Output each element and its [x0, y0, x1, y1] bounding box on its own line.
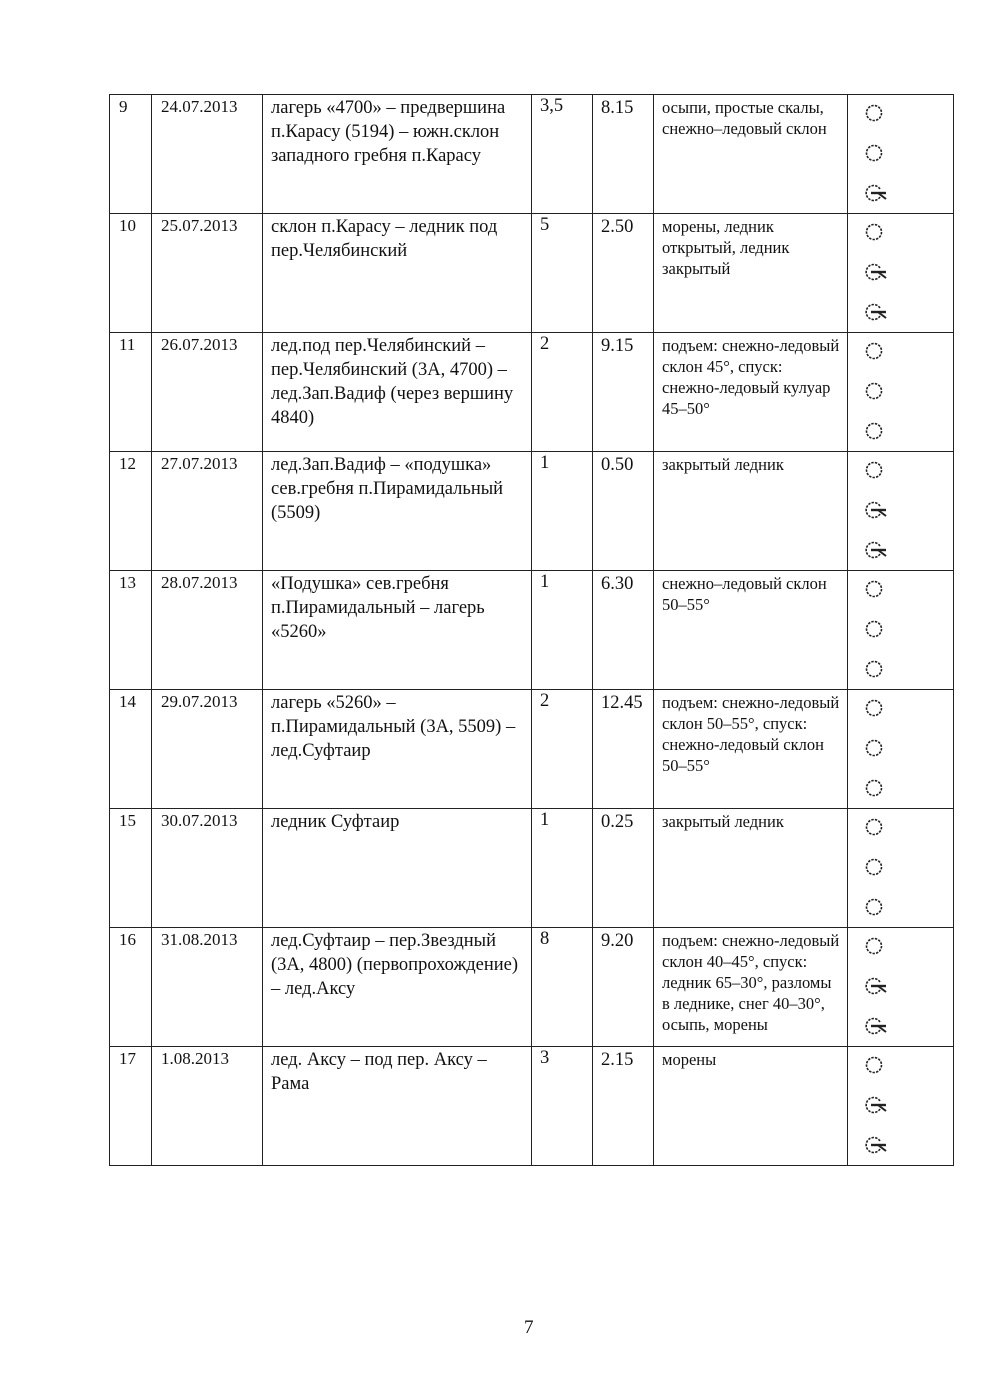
row-terrain: подъем: снежно-ледовый склон 50–55°, спуск: снежно-ледовый склон 50–55°: [654, 690, 848, 809]
row-number: 13: [110, 571, 152, 690]
clear-sun-icon: [863, 737, 887, 759]
partly-cloudy-icon: [863, 1094, 887, 1116]
row-weather: [848, 214, 954, 333]
row-number: 10: [110, 214, 152, 333]
row-difficulty: 3: [532, 1047, 593, 1166]
row-terrain: морены: [654, 1047, 848, 1166]
row-terrain: подъем: снежно-ледовый склон 45°, спуск: снежно-ледовый кулуар 45–50°: [654, 333, 848, 452]
row-route: лагерь «4700» – предвершина п.Карасу (5194) – южн.склон западного гребня п.Карасу: [263, 95, 532, 214]
partly-cloudy-icon: [863, 499, 887, 521]
row-difficulty: 5: [532, 214, 593, 333]
row-route: лед.Зап.Вадиф – «подушка» сев.гребня п.Пирамидальный (5509): [263, 452, 532, 571]
row-weather: [848, 452, 954, 571]
route-log-body: [110, 95, 954, 1166]
table-row: [110, 809, 954, 928]
row-date: 25.07.2013: [152, 214, 263, 333]
row-difficulty: 2: [532, 333, 593, 452]
clear-sun-icon: [863, 816, 887, 838]
row-difficulty: 1: [532, 809, 593, 928]
row-time: 8.15: [593, 95, 654, 214]
row-date: 31.08.2013: [152, 928, 263, 1047]
clear-sun-icon: [863, 856, 887, 878]
table-row: [110, 452, 954, 571]
row-date: 1.08.2013: [152, 1047, 263, 1166]
row-terrain: снежно–ледовый склон 50–55°: [654, 571, 848, 690]
clear-sun-icon: [863, 697, 887, 719]
row-weather: [848, 1047, 954, 1166]
row-date: 26.07.2013: [152, 333, 263, 452]
table-row: [110, 333, 954, 452]
partly-cloudy-icon: [863, 301, 887, 323]
table-row: [110, 95, 954, 214]
row-date: 24.07.2013: [152, 95, 263, 214]
table-row: [110, 690, 954, 809]
row-date: 29.07.2013: [152, 690, 263, 809]
row-weather: [848, 928, 954, 1047]
clear-sun-icon: [863, 420, 887, 442]
row-date: 30.07.2013: [152, 809, 263, 928]
row-terrain: морены, ледник открытый, ледник закрытый: [654, 214, 848, 333]
row-number: 16: [110, 928, 152, 1047]
row-date: 27.07.2013: [152, 452, 263, 571]
clear-sun-icon: [863, 102, 887, 124]
clear-sun-icon: [863, 221, 887, 243]
row-number: 9: [110, 95, 152, 214]
row-route: лагерь «5260» – п.Пирамидальный (3А, 5509) – лед.Суфтаир: [263, 690, 532, 809]
row-route: ледник Суфтаир: [263, 809, 532, 928]
clear-sun-icon: [863, 142, 887, 164]
table-row: [110, 928, 954, 1047]
table-row: [110, 214, 954, 333]
row-route: лед.под пер.Челябинский – пер.Челябинский (3А, 4700) – лед.Зап.Вадиф (через вершину 4840): [263, 333, 532, 452]
row-time: 6.30: [593, 571, 654, 690]
partly-cloudy-icon: [863, 182, 887, 204]
clear-sun-icon: [863, 777, 887, 799]
row-time: 2.50: [593, 214, 654, 333]
row-time: 9.20: [593, 928, 654, 1047]
row-weather: [848, 333, 954, 452]
row-number: 17: [110, 1047, 152, 1166]
row-terrain: подъем: снежно-ледовый склон 40–45°, спуск: ледник 65–30°, разломы в леднике, снег 40–30°, осыпь, морены: [654, 928, 848, 1047]
route-log-table: [109, 94, 954, 1166]
row-route: лед. Аксу – под пер. Аксу – Рама: [263, 1047, 532, 1166]
partly-cloudy-icon: [863, 1015, 887, 1037]
table-row: [110, 571, 954, 690]
row-weather: [848, 690, 954, 809]
row-weather: [848, 809, 954, 928]
row-difficulty: 2: [532, 690, 593, 809]
clear-sun-icon: [863, 459, 887, 481]
row-number: 15: [110, 809, 152, 928]
clear-sun-icon: [863, 618, 887, 640]
row-number: 14: [110, 690, 152, 809]
row-route: «Подушка» сев.гребня п.Пирамидальный – лагерь «5260»: [263, 571, 532, 690]
row-time: 0.25: [593, 809, 654, 928]
partly-cloudy-icon: [863, 539, 887, 561]
clear-sun-icon: [863, 658, 887, 680]
clear-sun-icon: [863, 578, 887, 600]
row-terrain: закрытый ледник: [654, 809, 848, 928]
row-route: склон п.Карасу – ледник под пер.Челябинский: [263, 214, 532, 333]
clear-sun-icon: [863, 935, 887, 957]
row-weather: [848, 95, 954, 214]
row-weather: [848, 571, 954, 690]
clear-sun-icon: [863, 380, 887, 402]
row-time: 0.50: [593, 452, 654, 571]
row-date: 28.07.2013: [152, 571, 263, 690]
clear-sun-icon: [863, 340, 887, 362]
row-number: 12: [110, 452, 152, 571]
row-terrain: закрытый ледник: [654, 452, 848, 571]
partly-cloudy-icon: [863, 975, 887, 997]
row-number: 11: [110, 333, 152, 452]
row-route: лед.Суфтаир – пер.Звездный (3А, 4800) (первопрохождение) – лед.Аксу: [263, 928, 532, 1047]
row-time: 2.15: [593, 1047, 654, 1166]
row-difficulty: 1: [532, 571, 593, 690]
row-difficulty: 8: [532, 928, 593, 1047]
row-terrain: осыпи, простые скалы, снежно–ледовый склон: [654, 95, 848, 214]
clear-sun-icon: [863, 1054, 887, 1076]
row-difficulty: 3,5: [532, 95, 593, 214]
page-number: 7: [524, 1317, 534, 1338]
row-difficulty: 1: [532, 452, 593, 571]
clear-sun-icon: [863, 896, 887, 918]
partly-cloudy-icon: [863, 261, 887, 283]
row-time: 12.45: [593, 690, 654, 809]
row-time: 9.15: [593, 333, 654, 452]
partly-cloudy-icon: [863, 1134, 887, 1156]
table-row: [110, 1047, 954, 1166]
